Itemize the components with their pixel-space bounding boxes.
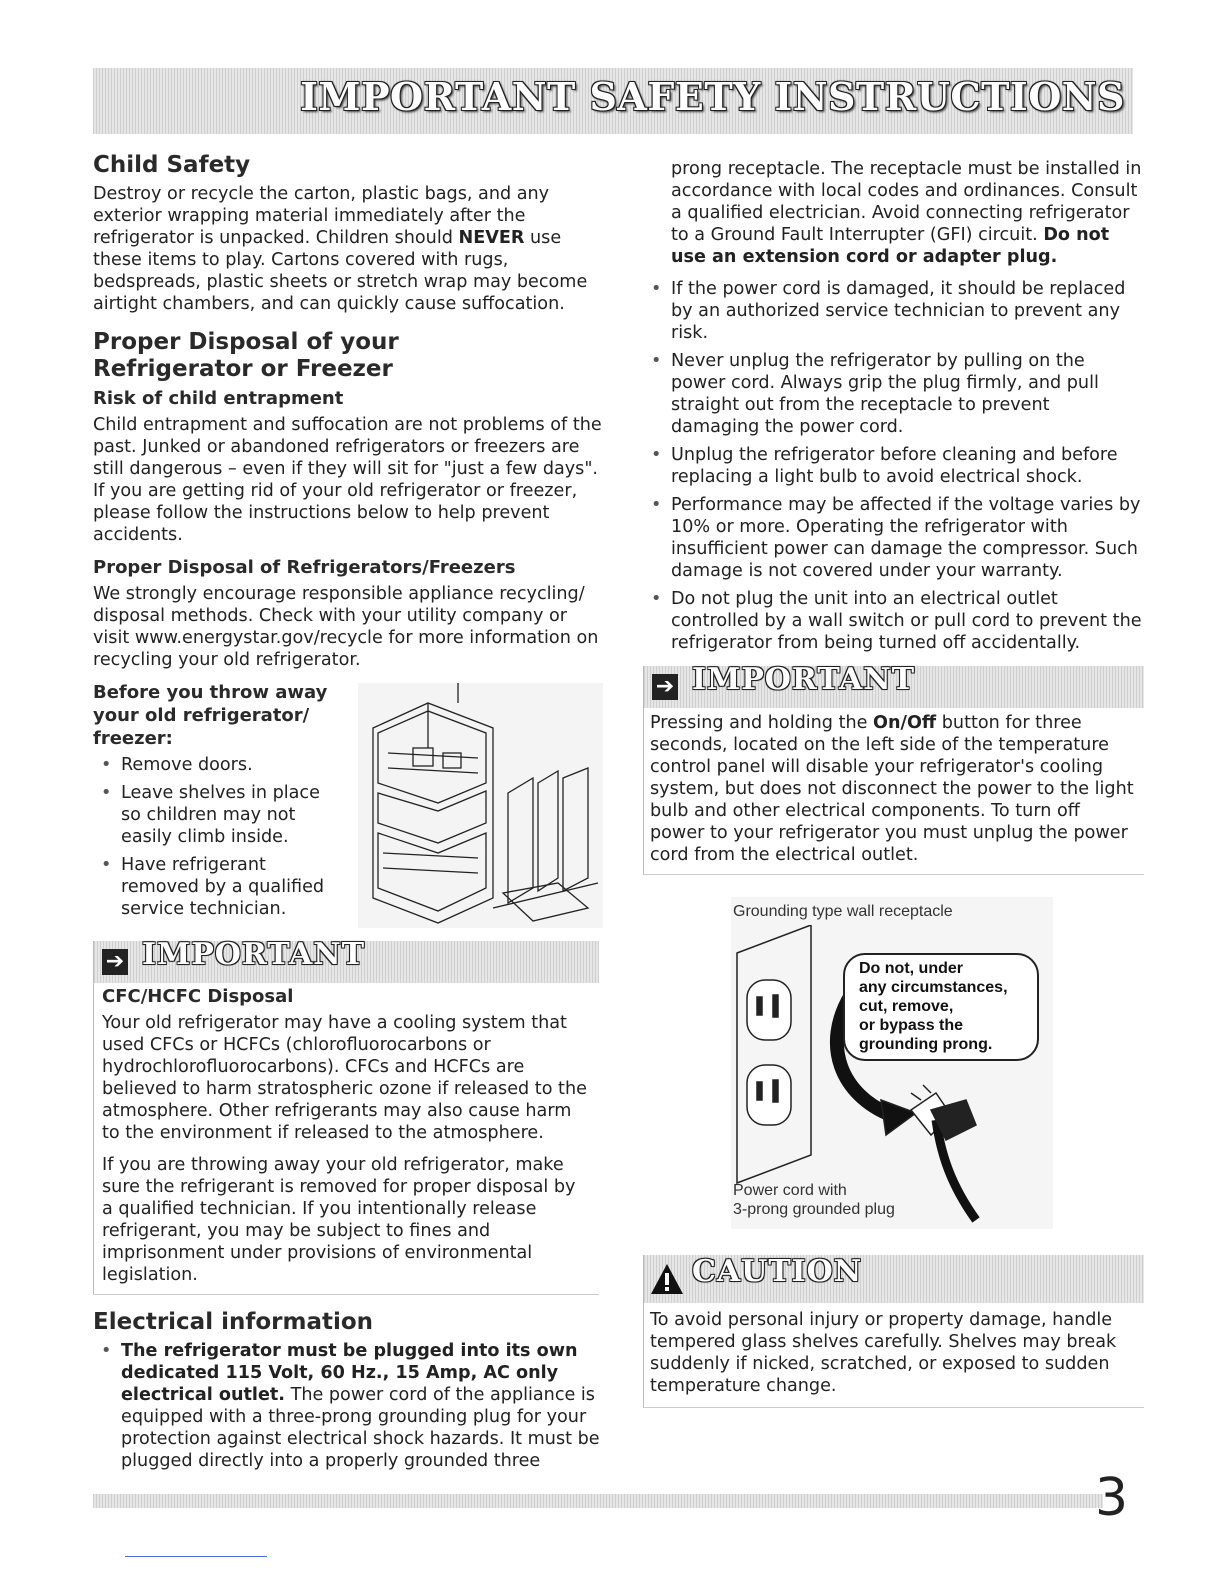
risk-text: Child entrapment and suffocation are not problems of the past. Junked or abandoned refrigerators or freezers are still dangerous – even if they will sit for "just a few days". If you are getting rid of your old refrigerator or freezer, please follow the instructions below to help prevent accidents. <box>93 415 602 545</box>
caution-label: CAUTION <box>692 1254 863 1289</box>
list-item: • Unplug the refrigerator before cleaning and before replacing a light bulb to avoid electrical shock. <box>643 444 1143 488</box>
warning-line: any circumstances, <box>859 979 1008 996</box>
electrical-cont-text: prong receptacle. The receptacle must be installed in accordance with local codes and ordinances. Consult a qualified electrician. Avoid connecting refrigerator to a Ground Fault Interrupter (GFI) circuit. <box>671 159 1142 245</box>
onoff-text-b: button for three seconds, located on the left side of the temperature control panel will disable your refrigerator's cooling system, but does not disconnect the power to the light bulb and other electrical components. To turn off power to your refrigerator you must unplug the power cord from the electrical outlet. <box>650 713 1134 865</box>
receptacle-label: Grounding type wall receptacle <box>733 903 953 920</box>
onoff-text <box>644 708 1144 874</box>
before-throw-away-section <box>93 681 603 933</box>
title-banner <box>93 68 1133 134</box>
list-item <box>93 1340 603 1472</box>
cfc-paragraph-1: Your old refrigerator may have a cooling system that used CFCs or HCFCs (chlorofluorocarbons or hydrochlorofluorocarbons). CFCs and HCFCs are believed to harm stratospheric ozone if released to the atmosphere. Other refrigerants may also cause harm to the environment if released to the atmosphere. <box>102 1013 587 1143</box>
list-item: • Leave shelves in place so children may not easily climb inside. <box>93 782 333 848</box>
list-item: • Performance may be affected if the voltage varies by 10% or more. Operating the refrigerator with insufficient power can damage the compressor. Such damage is not covered under your warranty. <box>643 494 1143 582</box>
right-column <box>643 158 1143 1408</box>
child-safety-never: NEVER <box>458 228 525 248</box>
risk-heading: Risk of child entrapment <box>93 388 344 409</box>
warning-triangle-icon <box>650 1263 684 1295</box>
onoff-text-a: Pressing and holding the <box>650 713 874 733</box>
list-item: • Remove doors. <box>93 754 333 776</box>
page-title: IMPORTANT SAFETY INSTRUCTIONS <box>300 74 1125 119</box>
important-bar <box>644 662 1144 708</box>
warning-line: grounding prong. <box>859 1036 993 1053</box>
important-bar <box>94 937 599 983</box>
electrical-list-right <box>643 278 1143 654</box>
warning-line: cut, remove, <box>859 998 954 1015</box>
left-column <box>93 152 603 1478</box>
caution-text: To avoid personal injury or property damage, handle tempered glass shelves carefully. Shelves may break suddenly if nicked, scratched, or exposed to sudden temperature change. <box>650 1310 1117 1396</box>
before-heading: Before you throw away your old refrigerator/ freezer: <box>93 682 328 749</box>
list-item: • If the power cord is damaged, it should be replaced by an authorized service technician to prevent any risk. <box>643 278 1143 344</box>
cfc-heading: CFC/HCFC Disposal <box>102 986 294 1007</box>
child-safety-text-b: use these items to play. Cartons covered with rugs, bedspreads, plastic sheets or stretch wrap may become airtight chambers, and can quickly cause suffocation. <box>93 228 588 314</box>
child-safety-text-a: Destroy or recycle the carton, plastic bags, and any exterior wrapping material immediately after the refrigerator is unpacked. Children should <box>93 184 550 248</box>
page-number: 3 <box>1095 1468 1129 1528</box>
child-safety-text <box>93 183 603 315</box>
power-cord-label <box>733 1181 895 1219</box>
cfc-paragraph-2: If you are throwing away your old refrigerator, make sure the refrigerant is removed for proper disposal by a qualified technician. If you intentionally release refrigerant, you may be subject to fines and imprisonment under provisions of environmental legislation. <box>102 1155 576 1285</box>
caution-box <box>643 1255 1144 1408</box>
list-item: • Have refrigerant removed by a qualified service technician. <box>93 854 333 920</box>
refrigerator-illustration <box>358 683 603 928</box>
warning-line: Do not, under <box>859 960 963 977</box>
important-onoff-box <box>643 662 1144 875</box>
arrow-right-icon: ➔ <box>102 949 128 975</box>
important-cfc-box <box>93 937 599 1295</box>
list-item: • Never unplug the refrigerator by pulling on the power cord. Always grip the plug firmly, and pull straight out from the receptacle to prevent damaging the power cord. <box>643 350 1143 438</box>
onoff-button-name: On/Off <box>873 713 937 733</box>
important-label: IMPORTANT <box>142 937 366 972</box>
electrical-continued <box>643 158 1143 268</box>
power-cord-label-line: 3-prong grounded plug <box>733 1201 895 1218</box>
divider-line <box>125 1556 267 1557</box>
electrical-list-left <box>93 1340 603 1472</box>
footer-bar <box>93 1494 1103 1508</box>
grounding-warning-callout <box>843 953 1039 1061</box>
disposal-heading: Proper Disposal of your Refrigerator or Freezer <box>93 329 399 382</box>
grounding-receptacle-figure <box>731 897 1053 1229</box>
child-safety-heading: Child Safety <box>93 152 251 178</box>
caution-bar <box>644 1255 1144 1303</box>
list-item: • Do not plug the unit into an electrical outlet controlled by a wall switch or pull cord to prevent the refrigerator from being turned off accidentally. <box>643 588 1143 654</box>
arrow-right-icon: ➔ <box>652 674 678 700</box>
extension-cord-warning: Do not use an extension cord or adapter plug. <box>671 225 1110 267</box>
electrical-heading: Electrical information <box>93 1309 374 1335</box>
disposal-sub-heading: Proper Disposal of Refrigerators/Freezers <box>93 557 516 578</box>
warning-line: or bypass the <box>859 1017 964 1034</box>
power-cord-label-line: Power cord with <box>733 1182 847 1199</box>
disposal-sub-text: We strongly encourage responsible appliance recycling/ disposal methods. Check with your utility company or visit www.energystar.gov/recycle for more information on recycling your old refrigerator. <box>93 584 599 670</box>
electrical-item1-text: The power cord of the appliance is equipped with a three-prong grounding plug for your protection against electrical shock hazards. It must be plugged directly into a properly grounded three <box>121 1385 600 1471</box>
before-list <box>93 754 333 920</box>
important-label: IMPORTANT <box>692 662 916 697</box>
electrical-requirement: The refrigerator must be plugged into its own dedicated 115 Volt, 60 Hz., 15 Amp, AC only electrical outlet. <box>121 1341 578 1405</box>
